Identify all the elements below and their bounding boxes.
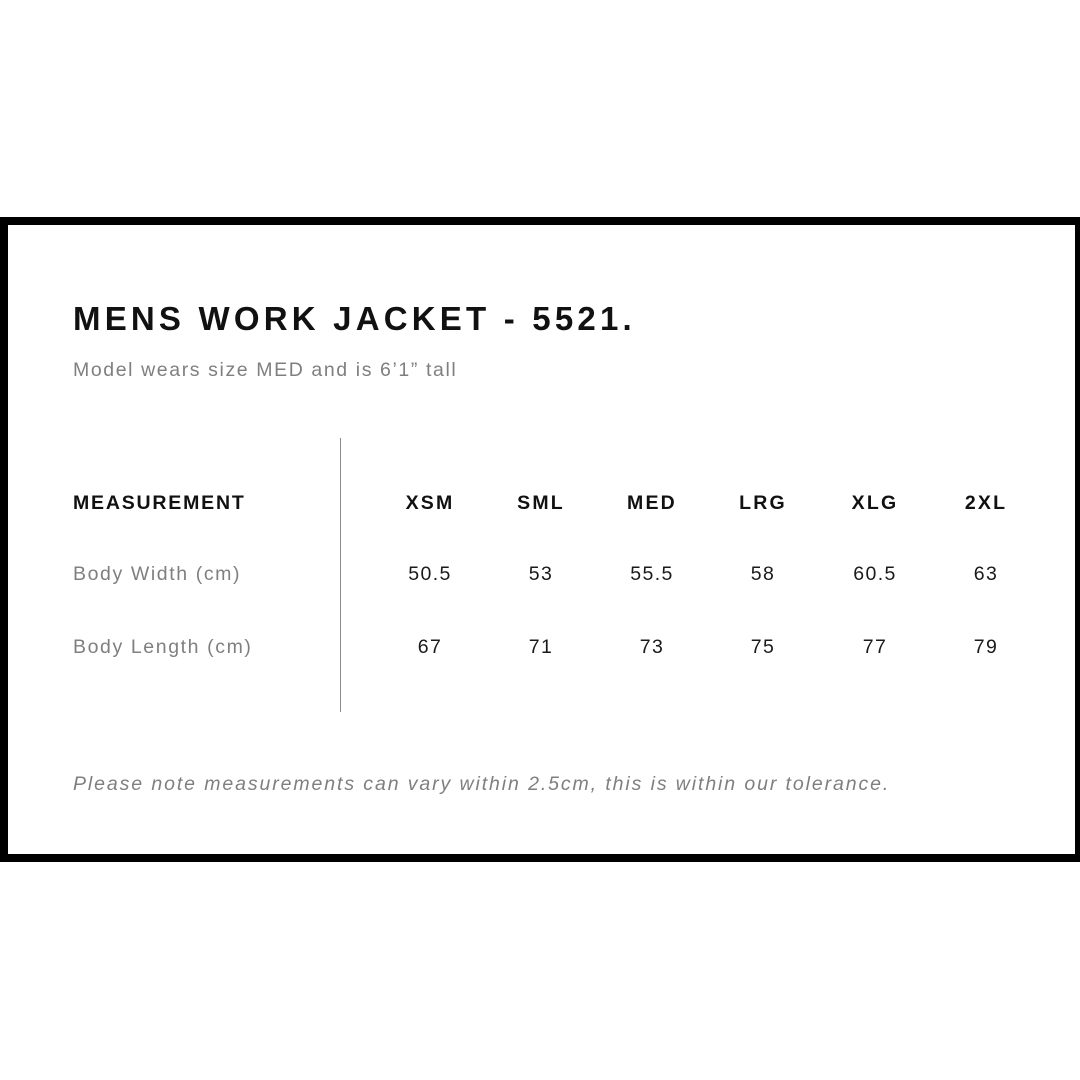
table-cell: 79 [973,636,999,658]
table-cell: 71 [528,636,554,658]
page-title: MENS WORK JACKET - 5521. [73,300,636,337]
size-header-lrg: LRG [739,492,787,514]
measurement-header: MEASUREMENT [73,492,246,514]
size-header-xsm: XSM [405,492,455,514]
table-cell: 75 [750,636,776,658]
model-info-subtitle: Model wears size MED and is 6’1” tall [73,359,458,381]
table-divider [340,438,341,712]
tolerance-note: Please note measurements can vary within 2.5cm, this is within our tolerance. [73,773,891,795]
size-header-2xl: 2XL [964,492,1008,514]
table-cell: 60.5 [853,563,897,585]
table-cell: 67 [417,636,443,658]
row-label-body-length: Body Length (cm) [73,636,253,658]
table-cell: 63 [973,563,999,585]
table-cell: 73 [639,636,665,658]
size-header-xlg: XLG [851,492,899,514]
table-cell: 50.5 [408,563,452,585]
table-cell: 77 [862,636,888,658]
table-cell: 53 [528,563,554,585]
table-cell: 55.5 [630,563,674,585]
table-cell: 58 [750,563,776,585]
size-header-med: MED [627,492,677,514]
row-label-body-width: Body Width (cm) [73,563,242,585]
size-header-sml: SML [517,492,565,514]
